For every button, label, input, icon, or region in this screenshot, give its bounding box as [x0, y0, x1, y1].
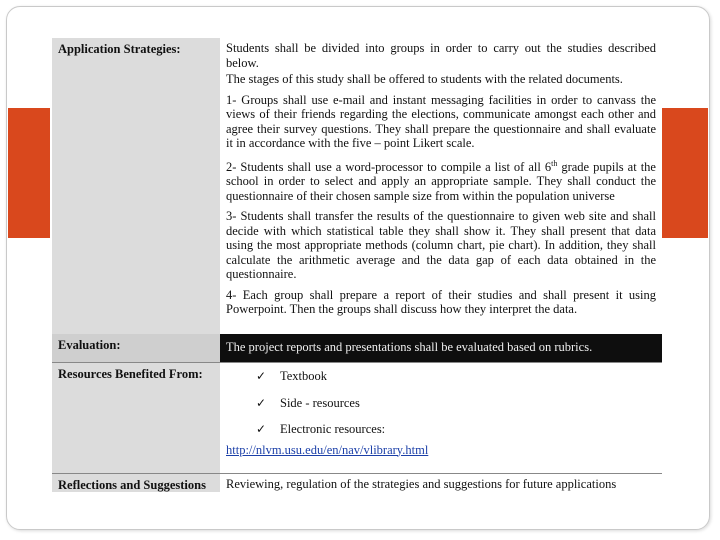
right-accent-bar — [662, 108, 708, 238]
resource-link[interactable]: http://nlvm.usu.edu/en/nav/vlibrary.html — [226, 442, 429, 457]
reflections-content: Reviewing, regulation of the strategies and suggestions for future applications — [226, 477, 617, 491]
resource-item-label: Textbook — [280, 369, 328, 383]
resource-item-label: Side - resources — [280, 395, 360, 410]
application-strategies-label: Application Strategies: — [52, 38, 220, 334]
evaluation-row — [52, 334, 662, 362]
strategy-step-2 — [226, 157, 656, 204]
resource-item-label: Electronic resources: — [280, 422, 386, 436]
intro-line-1: Students shall be divided into groups in order to carry out the studies described below. — [226, 41, 656, 70]
resources-content — [220, 363, 662, 473]
checkmark-icon: ✓ — [256, 422, 267, 436]
document-table — [52, 38, 662, 492]
strategy-step-2-ordinal: th — [551, 158, 558, 168]
reflections-row — [52, 474, 662, 492]
evaluation-label: Evaluation: — [52, 334, 220, 362]
strategy-step-2-start: 2- Students shall use a word-processor to compile a list of all 6 — [226, 159, 552, 174]
checkmark-icon: ✓ — [256, 369, 267, 383]
resource-item-side-resources — [256, 396, 656, 411]
application-strategies-row — [52, 38, 662, 334]
strategy-step-1: 1- Groups shall use e-mail and instant messaging facilities in order to canvass the views of their friends regarding the elections, communicate amongst each other and agree their survey questions. They shall prepare the questionnaire and shall evaluate it in accordance with the five – point Likert scale. — [226, 92, 656, 150]
application-strategies-content — [220, 38, 662, 334]
resources-row — [52, 363, 662, 473]
strategy-step-2-end: grade pupils at the school in order to select and apply an appropriate sample. They shall conduct the questionnaire of their chosen sample size from within the population universe — [226, 159, 656, 203]
resources-label: Resources Benefited From: — [52, 363, 220, 473]
strategy-step-4: 4- Each group shall prepare a report of their studies and shall present it using Powerpoint. Then the groups shall discuss how they interpret the data. — [226, 287, 656, 317]
intro-line-2: The stages of this study shall be offered to students with the related documents. — [226, 72, 623, 86]
checkmark-icon: ✓ — [256, 395, 267, 410]
evaluation-content: The project reports and presentations shall be evaluated based on rubrics. — [220, 334, 662, 362]
resource-item-textbook — [256, 369, 656, 384]
strategy-step-3: 3- Students shall transfer the results of the questionnaire to given web site and shall decide with which statistical table they shall show it. They shall present that data using the most appropriate methods (column chart, pie chart). In addition, they shall calculate the arithmetic average and the data gap of each data obtained in the questionnaire. — [226, 209, 656, 282]
left-accent-bar — [8, 108, 50, 238]
resource-item-electronic — [256, 422, 656, 437]
reflections-label: Reflections and Suggestions — [52, 474, 220, 492]
